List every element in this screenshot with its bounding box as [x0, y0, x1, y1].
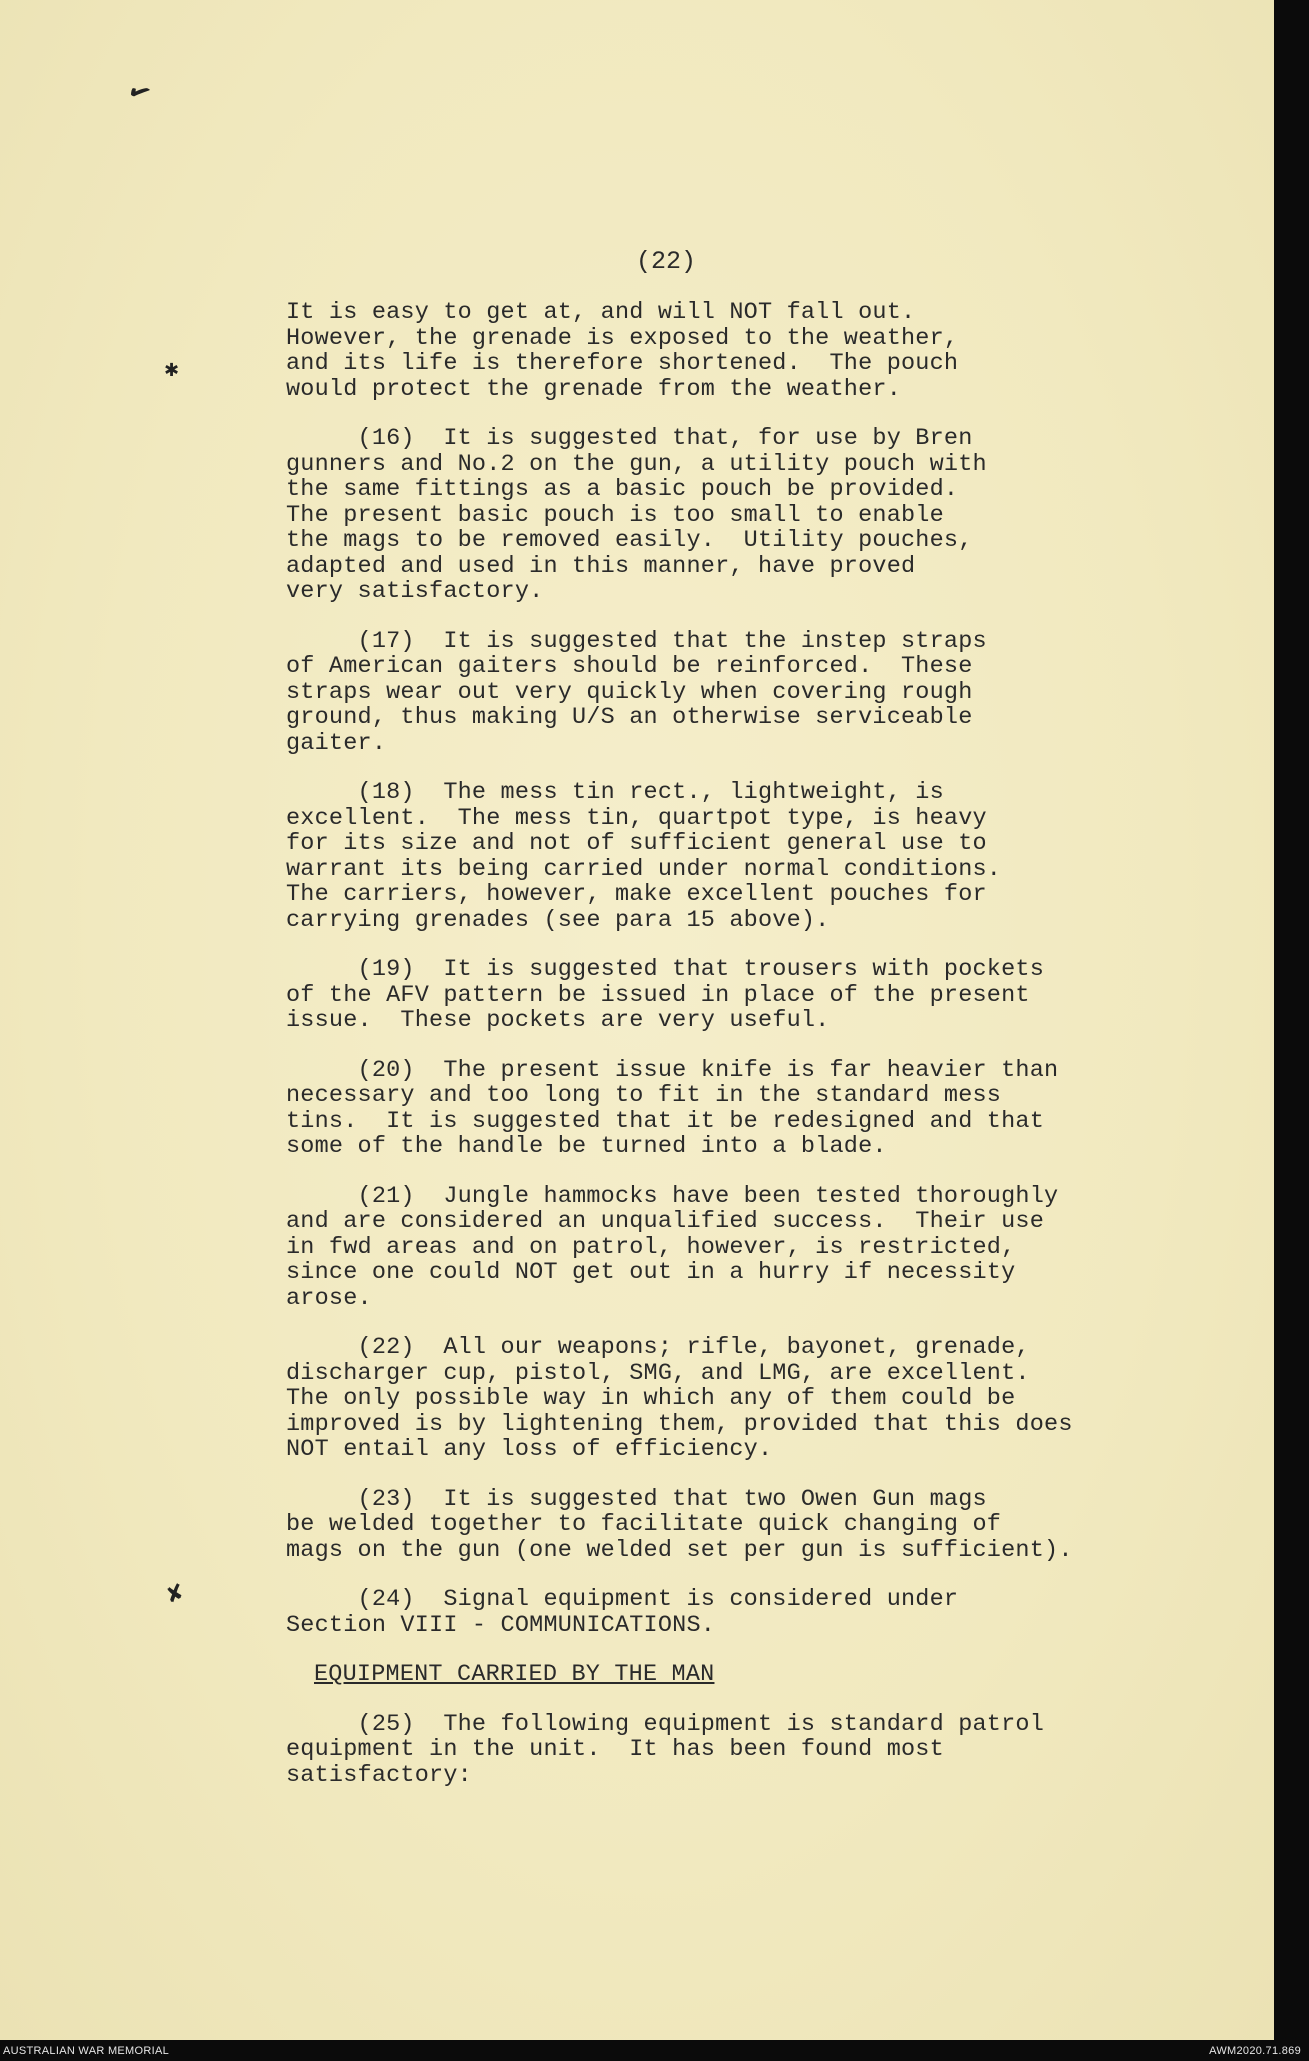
paragraph-20: (20) The present issue knife is far heavier than necessary and too long to fit in the standard mess tins. It is suggested that it be redesigned and that some of the handle be turned into a blade. [286, 1056, 1059, 1160]
paragraph-21: (21) Jungle hammocks have been tested thoroughly and are considered an unqualified success. Their use in fwd areas and on patrol, however, is restricted, since one could NOT get out in a hurry if necessity arose. [286, 1182, 1059, 1312]
document-body [286, 300, 1146, 1812]
paragraph-17: (17) It is suggested that the instep straps of American gaiters should be reinforced. These straps wear out very quickly when covering rough ground, thus making U/S an otherwise serviceable gaiter. [286, 627, 987, 757]
paragraph-22: (22) All our weapons; rifle, bayonet, grenade, discharger cup, pistol, SMG, and LMG, are excellent. The only possible way in which any of them could be improved is by lightening them, provided that this does NOT entail any loss of efficiency. [286, 1334, 1073, 1463]
paragraph-16: (16) It is suggested that, for use by Bren gunners and No.2 on the gun, a utility pouch with the same fittings as a basic pouch be provided. The present basic pouch is too small to enable the mags to be removed easily. Utility pouches, adapted and used in this manner, have proved very satisfactory. [286, 425, 987, 605]
paragraph-continuation: It is easy to get at, and will NOT fall out. However, the grenade is exposed to the weather, and its life is therefore shortened. The pouch would protect the grenade from the weather. [286, 299, 959, 403]
archive-credit: AUSTRALIAN WAR MEMORIAL [3, 2045, 170, 2057]
ink-mark: ✘ [162, 1579, 189, 1610]
paragraph-25: (25) The following equipment is standard patrol equipment in the unit. It has been found most satisfactory: [286, 1710, 1045, 1789]
page-number: (22) [636, 247, 697, 276]
archive-reference: AWM2020.71.869 [1209, 2045, 1301, 2057]
paragraph-24: (24) Signal equipment is considered under Section VIII - COMMUNICATIONS. [286, 1586, 959, 1639]
paragraph-19: (19) It is suggested that trousers with pockets of the AFV pattern be issued in place of the present issue. These pockets are very useful. [286, 956, 1045, 1034]
paragraph-23: (23) It is suggested that two Owen Gun mags be welded together to facilitate quick changing of mags on the gun (one welded set per gun is sufficient). [286, 1485, 1073, 1564]
paragraph-18: (18) The mess tin rect., lightweight, is excellent. The mess tin, quartpot type, is heavy for its size and not of sufficient general use to warrant its being carried under normal conditions. The carriers, however, make excellent pouches for carrying grenades (see para 15 above). [286, 779, 1002, 934]
section-heading: EQUIPMENT CARRIED BY THE MAN [314, 1661, 715, 1688]
ink-mark: ✱ [164, 360, 180, 381]
ink-mark: ✔ [121, 74, 156, 112]
